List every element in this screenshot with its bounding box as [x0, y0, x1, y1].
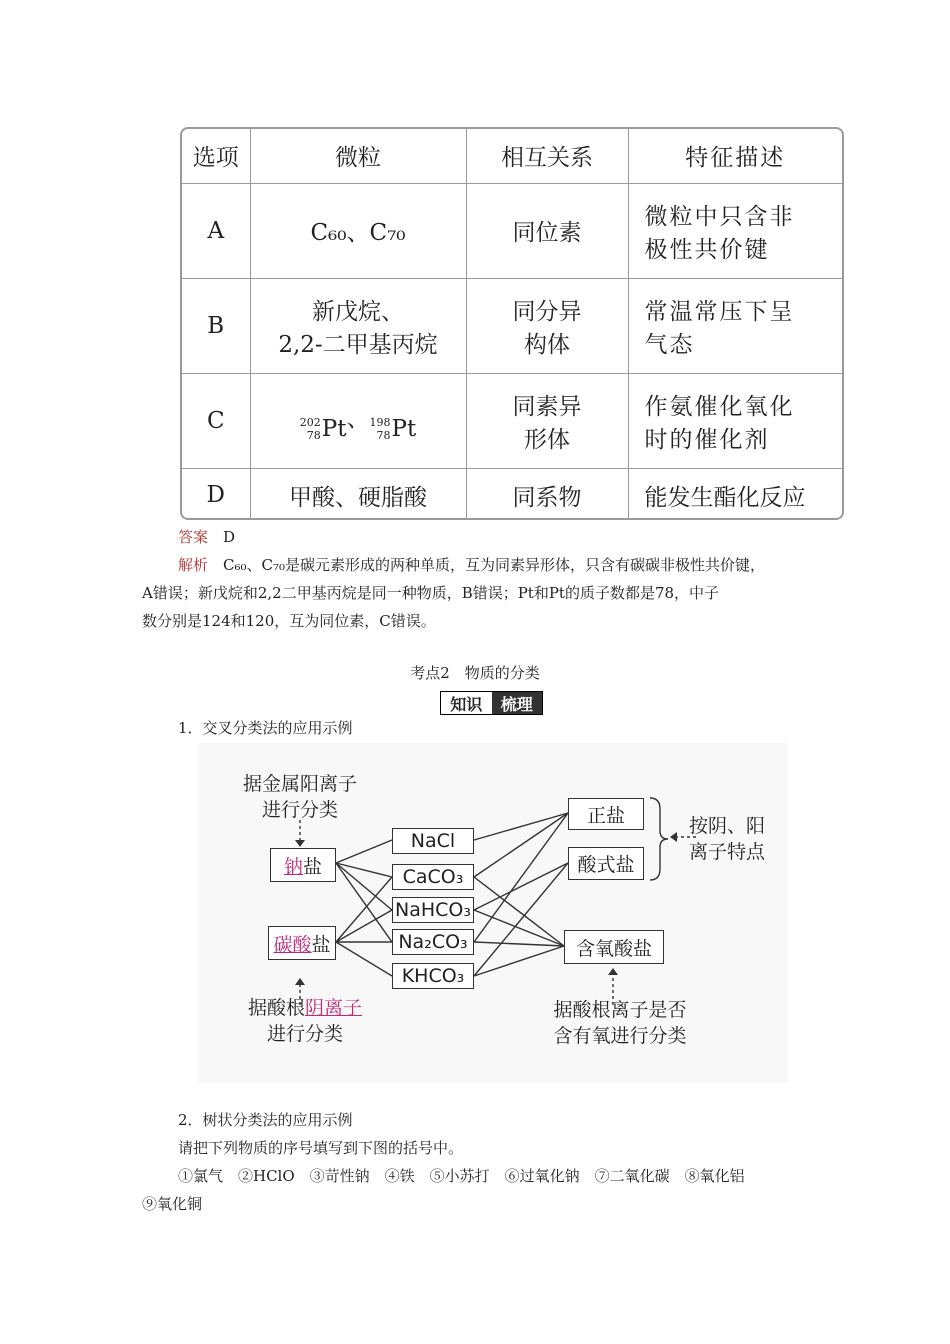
cell-option: C — [182, 373, 250, 468]
cell-particle: C₆₀、C₇₀ — [250, 183, 466, 278]
sodium-salt-box — [270, 848, 336, 882]
relation-line: 同素异 — [512, 393, 582, 420]
knowledge-badge — [440, 691, 543, 715]
cell-particle: 甲酸、硬脂酸 — [250, 468, 466, 520]
analysis-line-1 — [178, 551, 765, 579]
note-line: 含有氧进行分类 — [553, 1025, 687, 1047]
header-option: 选项 — [182, 129, 250, 183]
note-line: 进行分类 — [266, 1023, 343, 1045]
particle-line: 新戊烷、 — [312, 298, 404, 325]
desc-line: 作氨催化氧化 — [644, 393, 795, 420]
analysis-line-2: A错误；新戊烷和2,2二甲基丙烷是同一种物质，B错误；Pt和Pt的质子数都是78，中子 — [142, 584, 720, 602]
cell-relation: 同系物 — [466, 468, 628, 520]
atomic-number: 78 — [376, 428, 391, 442]
cell-particle — [250, 373, 466, 468]
isotope-pt-202 — [300, 416, 347, 442]
answer-line — [178, 523, 235, 551]
acid-anion-note — [230, 995, 380, 1047]
salt-suffix: 盐 — [303, 855, 323, 878]
table-row — [182, 183, 842, 278]
relation-line: 构体 — [524, 331, 570, 358]
normal-salt-box: 正盐 — [568, 798, 644, 830]
substances-line-1: ①氯气 ②HClO ③苛性钠 ④铁 ⑤小苏打 ⑥过氧化钠 ⑦二氧化碳 ⑧氧化铝 — [178, 1167, 745, 1185]
desc-line: 常温常压下呈 — [644, 298, 795, 325]
salt-box-nahco3: NaHCO₃ — [392, 897, 474, 923]
note-line: 进行分类 — [261, 799, 338, 821]
mass-number: 198 — [369, 415, 391, 429]
cell-relation — [466, 278, 628, 373]
answer-value: D — [223, 528, 236, 546]
note-line: 离子特点 — [688, 841, 765, 863]
note-line — [230, 995, 380, 1021]
salt-box-khco3: KHCO₃ — [392, 963, 474, 989]
salt-suffix: 盐 — [311, 933, 331, 956]
analysis-label: 解析 — [178, 556, 209, 574]
table-row — [182, 373, 842, 468]
cell-desc — [628, 278, 842, 373]
cell-option: B — [182, 278, 250, 373]
cell-option: A — [182, 183, 250, 278]
desc-line: 微粒中只含非 — [644, 203, 795, 230]
header-relation: 相互关系 — [466, 129, 628, 183]
isotope-pt-198 — [370, 416, 417, 442]
table-header-row — [182, 129, 842, 183]
desc-line: 时的催化剂 — [644, 426, 770, 453]
salt-box-na2co3: Na₂CO₃ — [392, 929, 474, 955]
mass-number: 202 — [299, 415, 321, 429]
section-title: 考点2 物质的分类 — [410, 664, 540, 682]
carbonate-prefix: 碳酸 — [273, 933, 312, 956]
badge-left: 知识 — [450, 694, 483, 714]
analysis-text: C₆₀、C₇₀是碳元素形成的两种单质，互为同素异形体，只含有碳碳非极性共价键， — [223, 556, 766, 574]
separator: 、 — [346, 405, 370, 432]
acid-salt-box: 酸式盐 — [568, 847, 644, 880]
note-highlight: 阴离子 — [305, 997, 363, 1019]
cell-desc — [628, 183, 842, 278]
sodium-prefix: 钠 — [283, 855, 303, 878]
analysis-line-3: 数分别是124和120，互为同位素，C错误。 — [142, 612, 436, 630]
note-line: 按阴、阳 — [688, 815, 765, 837]
salt-box-nacl: NaCl — [392, 828, 474, 854]
header-desc: 特征描述 — [628, 129, 842, 183]
desc-line: 极性共价键 — [644, 236, 770, 263]
table-row — [182, 278, 842, 373]
cell-desc: 能发生酯化反应 — [628, 468, 842, 520]
atomic-number: 78 — [306, 428, 321, 442]
item-1-heading: 1．交叉分类法的应用示例 — [178, 719, 353, 737]
desc-line: 气态 — [644, 331, 695, 358]
instruction-text: 请把下列物质的序号填写到下图的括号中。 — [178, 1139, 464, 1157]
note-line: 据酸根离子是否 — [553, 999, 687, 1021]
header-particle: 微粒 — [250, 129, 466, 183]
cell-option: D — [182, 468, 250, 520]
cell-relation — [466, 373, 628, 468]
answer-label: 答案 — [178, 528, 209, 546]
oxyacid-salt-box: 含氧酸盐 — [564, 930, 664, 964]
oxygen-criterion-note — [530, 997, 710, 1049]
salt-box-caco3: CaCO₃ — [392, 864, 474, 890]
carbonate-salt-box — [268, 926, 336, 960]
particle-line: 2,2-二甲基丙烷 — [278, 331, 438, 358]
note-text: 据酸根 — [247, 997, 305, 1019]
table-row — [182, 468, 842, 520]
metal-cation-note — [238, 771, 362, 823]
relation-line: 形体 — [524, 426, 570, 453]
relation-line: 同分异 — [512, 298, 582, 325]
ion-feature-note — [682, 813, 772, 865]
badge-right: 梳理 — [492, 692, 543, 714]
comparison-table — [180, 127, 844, 520]
substances-line-2: ⑨氧化铜 — [142, 1195, 203, 1213]
cell-desc — [628, 373, 842, 468]
cross-classification-diagram — [198, 743, 788, 1083]
note-line: 据金属阳离子 — [242, 773, 357, 795]
item-2-heading: 2．树状分类法的应用示例 — [178, 1111, 353, 1129]
element-symbol: Pt — [391, 415, 417, 442]
cell-particle — [250, 278, 466, 373]
cell-relation: 同位素 — [466, 183, 628, 278]
element-symbol: Pt — [321, 415, 347, 442]
